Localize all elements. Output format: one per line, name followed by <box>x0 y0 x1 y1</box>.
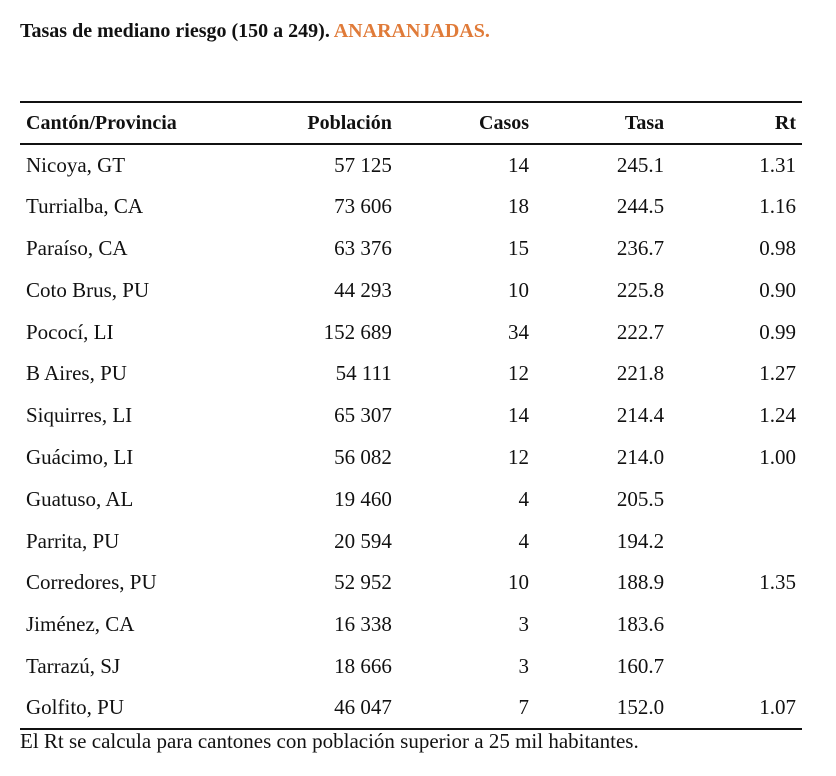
document-title <box>20 20 490 43</box>
cell-casos: 10 <box>508 277 530 302</box>
table-row <box>20 186 802 228</box>
cell-rt: 0.98 <box>759 235 796 260</box>
cell-rt: 1.27 <box>759 361 796 386</box>
cell-canton: Golfito, PU <box>20 687 250 729</box>
cell-rt: 1.24 <box>759 403 796 428</box>
footnote: El Rt se calcula para cantones con población superior a 25 mil habitantes. <box>20 729 639 753</box>
cell-rt: 1.00 <box>759 444 796 469</box>
cell-canton: Parrita, PU <box>26 528 120 553</box>
table-row <box>20 646 802 688</box>
cell-rt: 0.90 <box>759 277 796 302</box>
cell-tasa: 236.7 <box>616 235 665 260</box>
cell-poblacion: 18 666 <box>334 653 392 678</box>
cell-tasa: 221.8 <box>616 361 665 386</box>
cell-casos: 14 <box>508 152 530 177</box>
cell-poblacion: 63 376 <box>334 235 392 260</box>
header-tasa: Tasa <box>535 102 670 144</box>
cell-poblacion: 54 111 <box>335 361 392 386</box>
title-risk-level: ANARANJADAS. <box>333 20 490 42</box>
cell-tasa: 214.4 <box>616 403 665 428</box>
table-body <box>20 144 802 729</box>
cell-canton: Guácimo, LI <box>26 444 134 469</box>
cell-casos: 10 <box>508 570 530 595</box>
cell-canton: Corredores, PU <box>26 570 157 595</box>
cell-poblacion: 52 952 <box>334 570 392 595</box>
cell-poblacion: 56 082 <box>334 444 392 469</box>
table-row <box>20 437 802 479</box>
cell-tasa: 244.5 <box>616 194 665 219</box>
cell-rt: 1.16 <box>759 194 796 219</box>
cell-poblacion: 19 460 <box>334 486 392 511</box>
table-row <box>20 520 802 562</box>
table-row <box>20 562 802 604</box>
header-casos: Casos <box>398 102 535 144</box>
table-row <box>20 353 802 395</box>
table-row <box>20 269 802 311</box>
cell-tasa: 183.6 <box>616 612 665 637</box>
risk-rates-table <box>20 101 802 730</box>
cell-rt: 1.07 <box>670 687 802 729</box>
table-row <box>20 687 802 729</box>
cell-rt <box>670 604 802 646</box>
cell-poblacion: 44 293 <box>334 277 392 302</box>
cell-canton: B Aires, PU <box>26 361 127 386</box>
cell-casos: 7 <box>398 687 535 729</box>
cell-casos: 12 <box>508 361 530 386</box>
cell-canton: Guatuso, AL <box>26 486 134 511</box>
cell-poblacion: 20 594 <box>334 528 392 553</box>
cell-rt <box>670 646 802 688</box>
cell-canton: Turrialba, CA <box>26 194 144 219</box>
title-text: Tasas de mediano riesgo (150 a 249). <box>20 20 330 42</box>
header-poblacion: Población <box>250 102 397 144</box>
cell-canton: Coto Brus, PU <box>26 277 150 302</box>
cell-rt: 1.31 <box>759 152 796 177</box>
table-row <box>20 311 802 353</box>
cell-canton: Nicoya, GT <box>26 152 126 177</box>
cell-canton: Tarrazú, SJ <box>26 653 121 678</box>
cell-rt <box>670 478 802 520</box>
cell-poblacion: 16 338 <box>334 612 392 637</box>
cell-poblacion: 73 606 <box>334 194 392 219</box>
header-canton: Cantón/Provincia <box>20 102 250 144</box>
cell-canton: Jiménez, CA <box>26 612 135 637</box>
table-row <box>20 395 802 437</box>
cell-casos: 4 <box>518 486 530 511</box>
table-row <box>20 478 802 520</box>
cell-rt <box>670 520 802 562</box>
table-row <box>20 228 802 270</box>
cell-casos: 18 <box>508 194 530 219</box>
cell-poblacion: 57 125 <box>334 152 392 177</box>
cell-casos: 34 <box>508 319 530 344</box>
cell-casos: 14 <box>508 403 530 428</box>
cell-tasa: 205.5 <box>616 486 665 511</box>
cell-poblacion: 46 047 <box>250 687 397 729</box>
table-row <box>20 144 802 186</box>
cell-tasa: 188.9 <box>616 570 665 595</box>
cell-casos: 15 <box>508 235 530 260</box>
cell-tasa: 214.0 <box>616 444 665 469</box>
cell-poblacion: 65 307 <box>334 403 392 428</box>
cell-canton: Pococí, LI <box>26 319 114 344</box>
cell-tasa: 222.7 <box>616 319 665 344</box>
cell-tasa: 152.0 <box>535 687 670 729</box>
cell-tasa: 225.8 <box>616 277 665 302</box>
cell-rt: 1.35 <box>759 570 796 595</box>
cell-canton: Siquirres, LI <box>26 403 133 428</box>
cell-canton: Paraíso, CA <box>26 235 128 260</box>
cell-tasa: 194.2 <box>616 528 665 553</box>
cell-casos: 3 <box>518 612 530 637</box>
table-header-row <box>20 102 802 144</box>
cell-rt: 0.99 <box>759 319 796 344</box>
cell-casos: 4 <box>518 528 530 553</box>
cell-tasa: 160.7 <box>616 653 665 678</box>
table-row <box>20 604 802 646</box>
cell-casos: 12 <box>508 444 530 469</box>
cell-tasa: 245.1 <box>616 152 665 177</box>
cell-casos: 3 <box>518 653 530 678</box>
cell-poblacion: 152 689 <box>323 319 392 344</box>
header-rt: Rt <box>670 102 802 144</box>
